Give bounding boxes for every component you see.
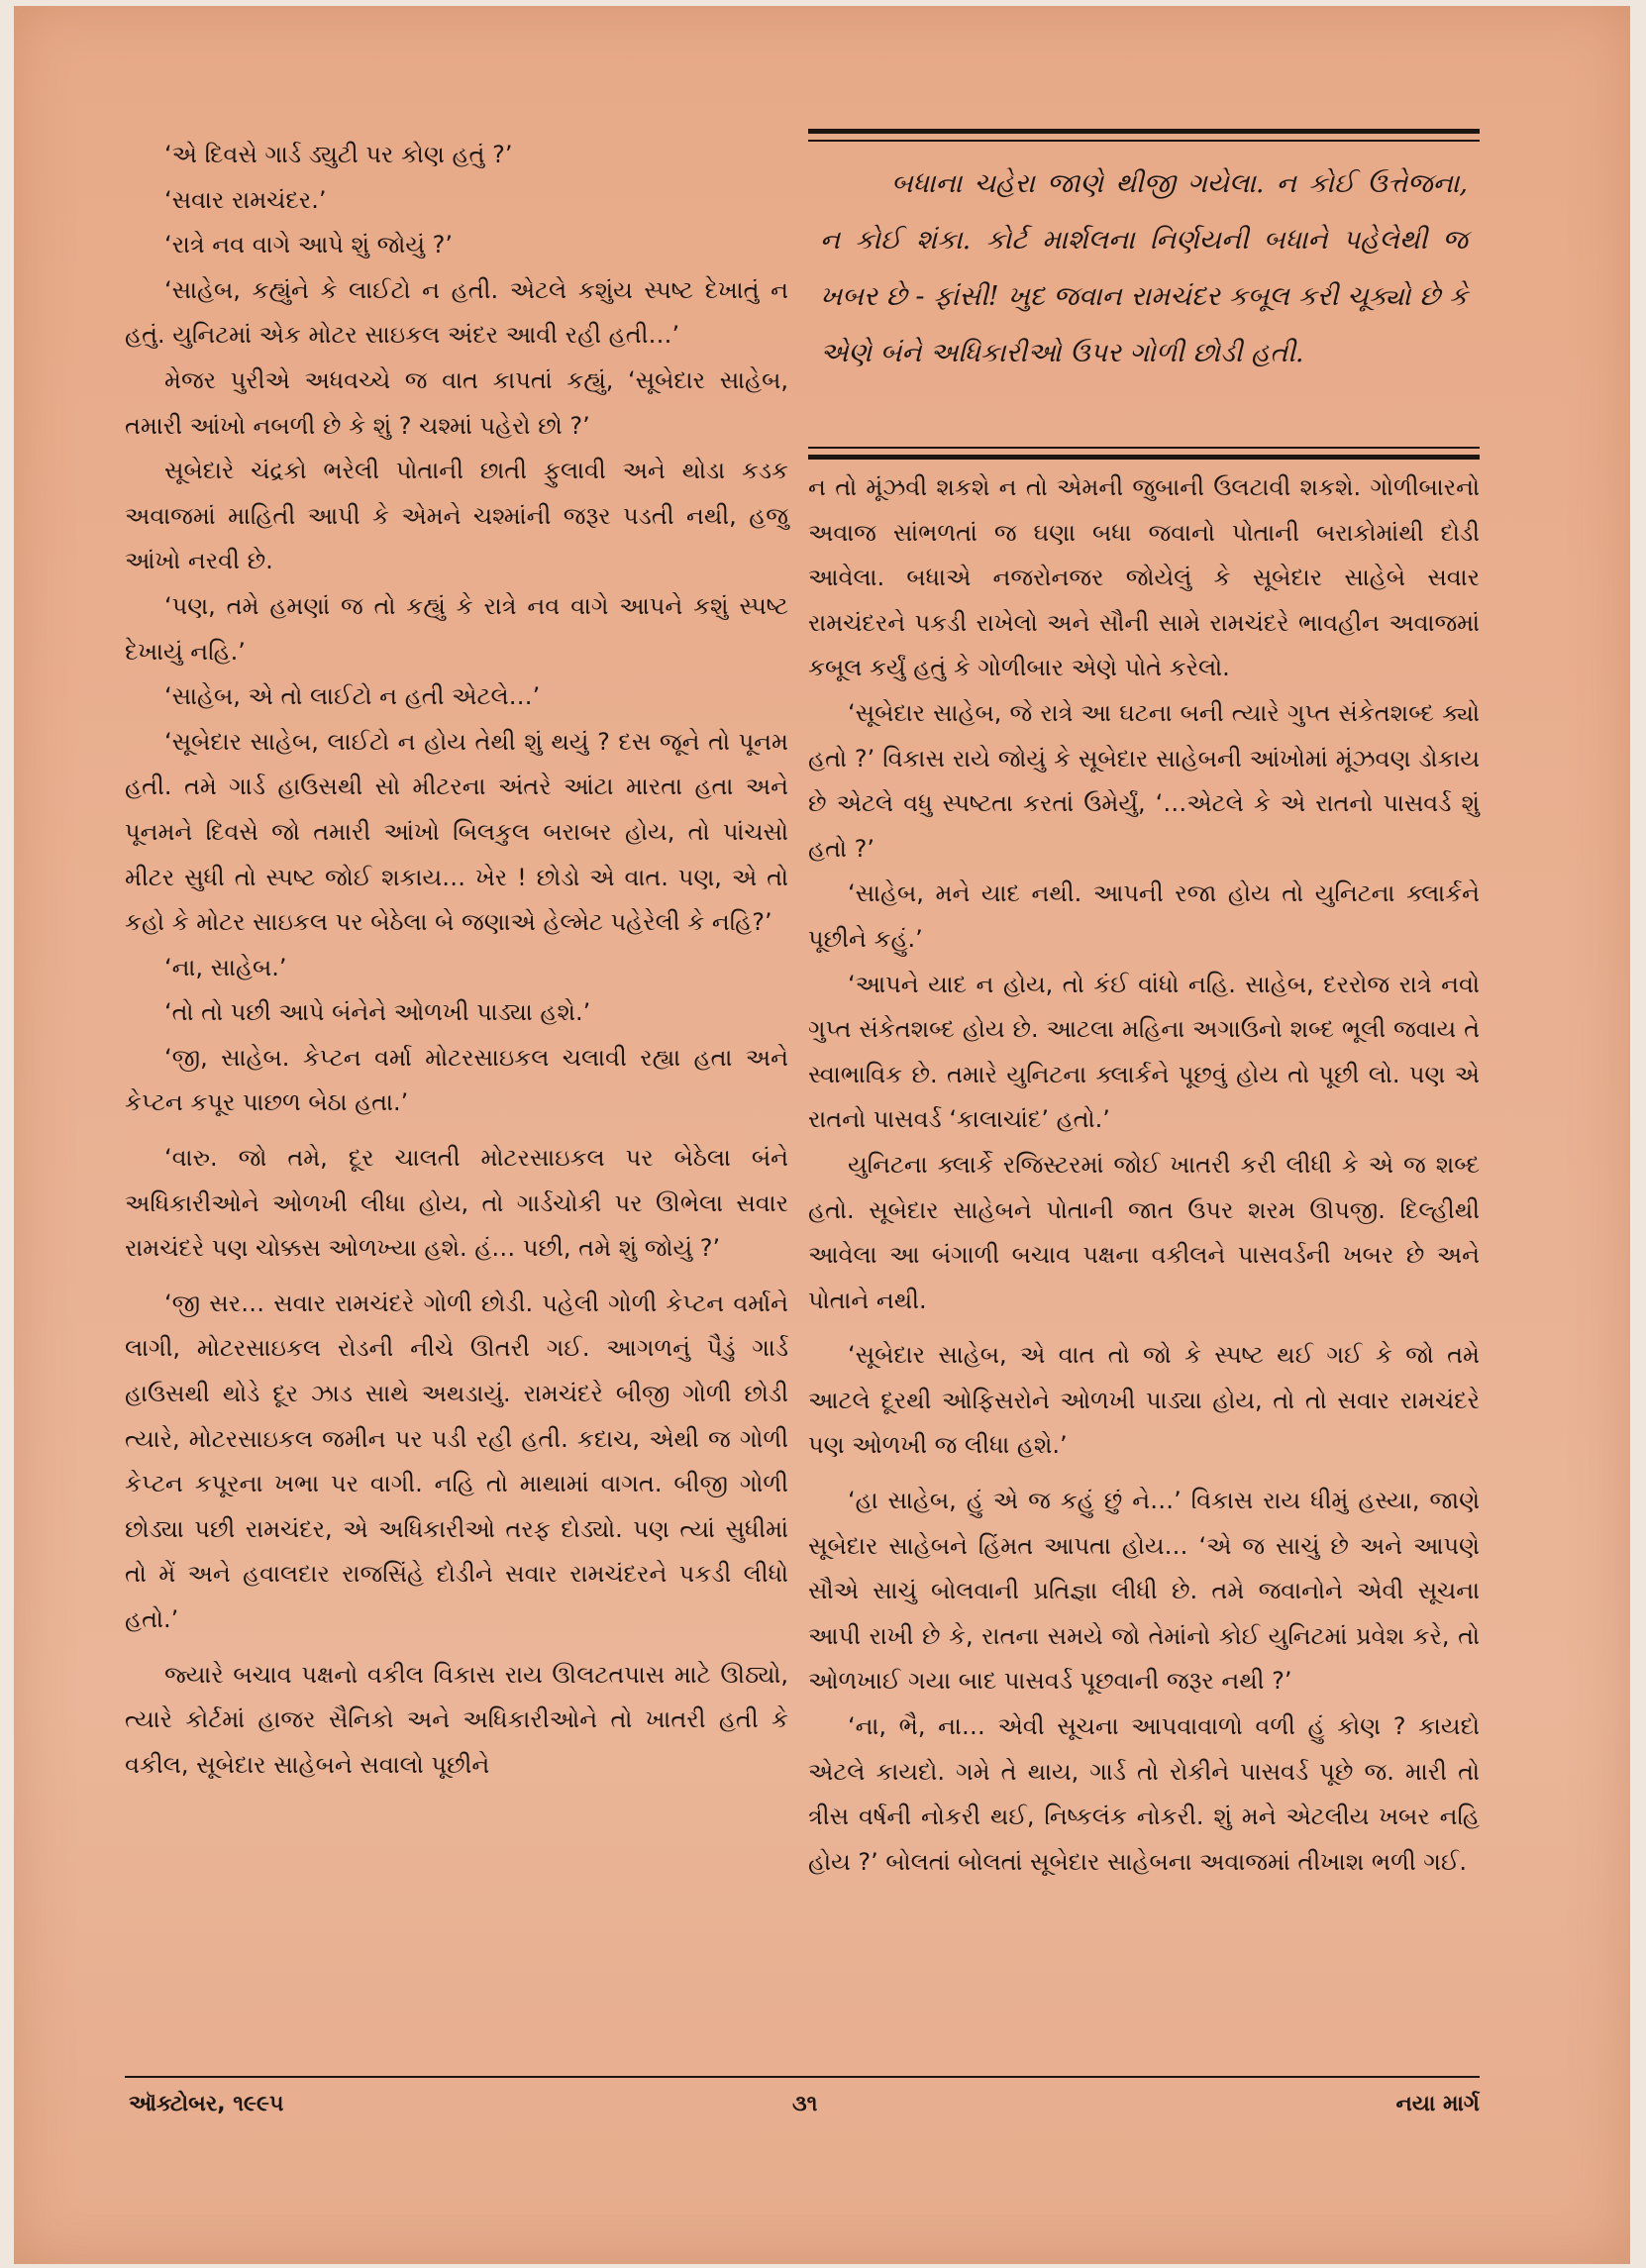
paragraph: ‘ના, સાહેબ.’ (164, 953, 287, 981)
pull-quote-box (808, 129, 1480, 460)
paragraph: જ્યારે બચાવ પક્ષનો વકીલ વિકાસ રાય ઊલટતપાસ માટે ઊઠ્યો, ત્યારે કોર્ટમાં હાજર સૈનિકો અને અધિકારીઓને તો ખાતરી હતી કે વકીલ, સૂબેદાર સાહેબને સવાલો પૂછીને (125, 1660, 788, 1779)
paragraph: ‘સૂબેદાર સાહેબ, લાઈટો ન હોય તેથી શું થયું ? દસ જૂને તો પૂનમ હતી. તમે ગાર્ડ હાઉસથી સો મીટરના અંતરે આંટા મારતા હતા અને પૂનમને દિવસે જો તમારી આંખો બિલકુલ બરાબર હોય, તો પાંચસો મીટર સુધી તો સ્પષ્ટ જોઈ શકાય… ખેર ! છોડો એ વાત. પણ, એ તો કહો કે મોટર સાઇકલ પર બેઠેલા બે જણાએ હેલ્મેટ પહેરેલી કે નહિ?’ (125, 727, 788, 937)
paragraph: યુનિટના ક્લાર્કે રજિસ્ટરમાં જોઈ ખાતરી કરી લીધી કે એ જ શબ્દ હતો. સૂબેદાર સાહેબને પોતાની જાત ઉપર શરમ ઊપજી. દિલ્હીથી આવેલા આ બંગાળી બચાવ પક્ષના વકીલને પાસવર્ડની ખબર છે અને પોતાને નથી. (808, 1150, 1480, 1314)
paragraph: ‘વારુ. જો તમે, દૂર ચાલતી મોટરસાઇકલ પર બેઠેલા બંને અધિકારીઓને ઓળખી લીધા હોય, તો ગાર્ડચોકી પર ઊભેલા સવાર રામચંદરે પણ ચોક્કસ ઓળખ્યા હશે. હં… પછી, તમે શું જોયું ?’ (125, 1144, 788, 1263)
paragraph: ‘સાહેબ, મને યાદ નથી. આપની રજા હોય તો યુનિટના ક્લાર્કને પૂછીને કહું.’ (808, 879, 1480, 953)
paragraph: ન તો મૂંઝવી શકશે ન તો એમની જુબાની ઉલટાવી શકશે. ગોળીબારનો અવાજ સાંભળતાં જ ઘણા બધા જવાનો પોતાની બરાકોમાંથી દોડી આવેલા. બધાએ નજરોનજર જોયેલું કે સૂબેદાર સાહેબે સવાર રામચંદરને પકડી રાખેલો અને સૌની સામે રામચંદરે ભાવહીન અવાજમાં કબૂલ કર્યું હતું કે ગોળીબાર એણે પોતે કરેલો. (808, 473, 1480, 682)
paragraph: ‘સૂબેદાર સાહેબ, જે રાત્રે આ ઘટના બની ત્યારે ગુપ્ત સંકેતશબ્દ ક્યો હતો ?’ વિકાસ રાયે જોયું કે સૂબેદાર સાહેબની આંખોમાં મૂંઝવણ ડોકાય છે એટલે વધુ સ્પષ્ટતા કરતાં ઉમેર્યું, ‘…એટલે કે એ રાતનો પાસવર્ડ શું હતો ?’ (808, 698, 1480, 863)
paragraph: ‘તો તો પછી આપે બંનેને ઓળખી પાડ્યા હશે.’ (164, 998, 591, 1027)
magazine-name: નયા માર્ગ (1395, 2092, 1480, 2116)
page-number: ૩૧ (792, 2092, 818, 2116)
paragraph: ‘પણ, તમે હમણાં જ તો કહ્યું કે રાત્રે નવ વાગે આપને કશું સ્પષ્ટ દેખાયું નહિ.’ (125, 591, 788, 666)
paragraph: ‘જી, સાહેબ. કેપ્ટન વર્મા મોટરસાઇકલ ચલાવી રહ્યા હતા અને કેપ્ટન કપૂર પાછળ બેઠા હતા.’ (125, 1043, 788, 1117)
right-column (808, 465, 1480, 1885)
paragraph: ‘રાત્રે નવ વાગે આપે શું જોયું ?’ (164, 231, 453, 259)
paragraph: મેજર પુરીએ અધવચ્ચે જ વાત કાપતાં કહ્યું, ‘સૂબેદાર સાહેબ, તમારી આંખો નબળી છે કે શું ? ચશ્માં પહેરો છો ?’ (125, 365, 788, 440)
paragraph: ‘જી સર… સવાર રામચંદરે ગોળી છોડી. પહેલી ગોળી કેપ્ટન વર્માને લાગી, મોટરસાઇકલ રોડની નીચે ઊતરી ગઈ. આગળનું પૈડું ગાર્ડ હાઉસથી થોડે દૂર ઝાડ સાથે અથડાયું. રામચંદરે બીજી ગોળી છોડી ત્યારે, મોટરસાઇકલ જમીન પર પડી રહી હતી. કદાચ, એથી જ ગોળી કેપ્ટન કપૂરના ખભા પર વાગી. નહિ તો માથામાં વાગત. બીજી ગોળી છોડ્યા પછી રામચંદર, એ અધિકારીઓ તરફ દોડ્યો. પણ ત્યાં સુધીમાં તો મેં અને હવાલદાર રાજસિંહે દોડીને સવાર રામચંદરને પકડી લીધો હતો.’ (125, 1289, 788, 1633)
paragraph: ‘આપને યાદ ન હોય, તો કંઈ વાંધો નહિ. સાહેબ, દરરોજ રાત્રે નવો ગુપ્ત સંકેતશબ્દ હોય છે. આટલા મહિના અગાઉનો શબ્દ ભૂલી જવાય તે સ્વાભાવિક છે. તમારે યુનિટના ક્લાર્કને પૂછવું હોય તો પૂછી લો. પણ એ રાતનો પાસવર્ડ ‘કાલાચાંદ’ હતો.’ (808, 970, 1480, 1134)
footer-rule (125, 2076, 1480, 2078)
paragraph: ‘હા સાહેબ, હું એ જ કહું છું ને…’ વિકાસ રાય ધીમું હસ્યા, જાણે સૂબેદાર સાહેબને હિંમત આપતા હોય… ‘એ જ સાચું છે અને આપણે સૌએ સાચું બોલવાની પ્રતિજ્ઞા લીધી છે. તમે જવાનોને એવી સૂચના આપી રાખી છે કે, રાતના સમયે જો તેમાંનો કોઈ યુનિટમાં પ્રવેશ કરે, તો ઓળખાઈ ગયા બાદ પાસવર્ડ પૂછવાની જરૂર નથી ?’ (808, 1487, 1480, 1696)
paragraph: ‘સૂબેદાર સાહેબ, એ વાત તો જો કે સ્પષ્ટ થઈ ગઈ કે જો તમે આટલે દૂરથી ઓફિસરોને ઓળખી પાડ્યા હોય, તો તો સવાર રામચંદરે પણ ઓળખી જ લીધા હશે.’ (808, 1341, 1480, 1460)
paragraph: ‘સવાર રામચંદર.’ (164, 185, 327, 214)
paragraph: ‘સાહેબ, કહ્યુંને કે લાઈટો ન હતી. એટલે કશુંય સ્પષ્ટ દેખાતું ન હતું. યુનિટમાં એક મોટર સાઇકલ અંદર આવી રહી હતી…’ (125, 275, 788, 350)
paragraph: ‘એ દિવસે ગાર્ડ ડ્યુટી પર કોણ હતું ?’ (164, 141, 513, 168)
paragraph: ‘ના, ભૈ, ના… એવી સૂચના આપવાવાળો વળી હું કોણ ? કાયદો એટલે કાયદો. ગમે તે થાય, ગાર્ડ તો રોકીને પાસવર્ડ પૂછે જ. મારી તો ત્રીસ વર્ષની નોકરી થઈ, નિષ્કલંક નોકરી. શું મને એટલીય ખબર નહિ હોય ?’ બોલતાં બોલતાં સૂબેદાર સાહેબના અવાજમાં તીખાશ ભળી ગઈ. (808, 1712, 1480, 1876)
paragraph: ‘સાહેબ, એ તો લાઈટો ન હતી એટલે…’ (164, 682, 541, 711)
left-column (125, 133, 788, 1788)
footer-date: ઑક્ટોબર, ૧૯૯૫ (129, 2092, 284, 2116)
pull-quote-text: બધાના ચહેરા જાણે થીજી ગયેલા. ન કોઈ ઉત્તેજના, ન કોઈ શંકા. કોર્ટ માર્શલના નિર્ણયની બધાને પહેલેથી જ ખબર છે - ફાંસી! ખુદ જવાન રામચંદર કબૂલ કરી ચૂક્યો છે કે એણે બંને અધિકારીઓ ઉપર ગોળી છોડી હતી. (820, 168, 1468, 368)
paragraph: સૂબેદારે ચંદ્રકો ભરેલી પોતાની છાતી ફુલાવી અને થોડા કડક અવાજમાં માહિતી આપી કે એમને ચશ્માંની જરૂર પડતી નથી, હજુ આંખો નરવી છે. (125, 457, 788, 575)
